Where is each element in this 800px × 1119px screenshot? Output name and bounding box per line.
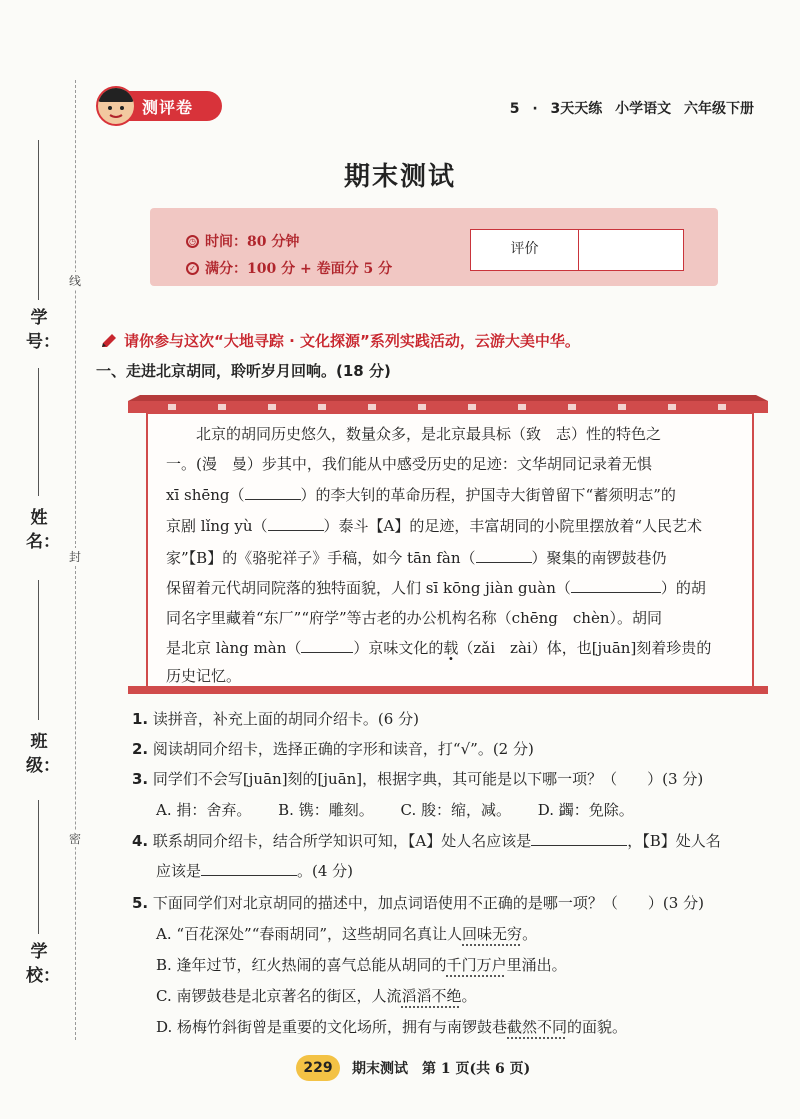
badge-label: 测评卷 [142, 98, 194, 117]
intro-text: 请你参与这次“大地寻踪 · 文化探源”系列实践活动，云游大美中华。 [124, 332, 580, 350]
question-2: 2. 阅读胡同介绍卡，选择正确的字形和读音，打“√”。(2 分) [132, 740, 534, 758]
evaluation-label: 评价 [471, 230, 579, 270]
score-text: 满分：100 分 + 卷面分 5 分 [205, 261, 393, 277]
name-line[interactable] [38, 368, 39, 496]
question-5: 5. 下面同学们对北京胡同的描述中，加点词语使用不正确的是哪一项？（ ）(3 分) [132, 894, 704, 912]
card-line-4: 京剧 lǐng yù（ ）泰斗【A】的足迹，丰富胡同的小院里摆放着“人民艺术 [166, 517, 703, 535]
question-4: 4. 联系胡同介绍卡，结合所学知识可知，【A】处人名应该是 ，【B】处人名 [132, 832, 721, 850]
binding-char-mi: 密 [66, 830, 84, 847]
question-5-option-a[interactable]: A. “百花深处”“春雨胡同”，这些胡同名真让人回味无穷。 [156, 925, 538, 943]
card-line-8: 是北京 làng màn（ ）京味文化的载（zǎi zài）体，也[juān]刻着珍贵的 [166, 639, 712, 657]
option-c[interactable]: C. 朘：缩，减。 [400, 801, 511, 819]
score-row [186, 258, 392, 278]
blank-sikongjianguan[interactable] [571, 592, 661, 593]
question-1: 1. 读拼音，补充上面的胡同介绍卡。(6 分) [132, 710, 419, 728]
evaluation-box [470, 229, 684, 271]
student-id-label: 学号： [26, 308, 60, 352]
option-a[interactable]: A. 捐：舍弃。 [156, 801, 252, 819]
binding-char-feng: 封 [66, 548, 84, 565]
card-line-2: 一。(漫 曼）步其中，我们能从中感受历史的足迹：文华胡同记录着无惧 [166, 455, 652, 473]
question-4-cont: 应该是 。(4 分) [156, 862, 354, 880]
binding-char-xian: 线 [66, 272, 84, 289]
question-3: 3. 同学们不会写[juān]刻的[juān]，根据字典，其可能是以下哪一项？（ ）(3 分) [132, 770, 704, 788]
blank-b-name[interactable] [201, 875, 297, 876]
school-label: 学校： [26, 942, 60, 986]
blank-lingyu[interactable] [268, 530, 324, 531]
page-title: 期末测试 [343, 162, 456, 192]
student-face-icon [96, 86, 136, 126]
class-label: 班级： [26, 732, 60, 776]
blank-tanfan[interactable] [476, 562, 532, 563]
question-5-option-d[interactable]: D. 杨梅竹斜街曾是重要的文化场所，拥有与南锣鼓巷截然不同的面貌。 [156, 1018, 628, 1036]
option-b[interactable]: B. 镌：雕刻。 [278, 801, 374, 819]
question-5-option-b[interactable]: B. 逢年过节，红火热闹的喜气总能从胡同的千门万户里涌出。 [156, 956, 567, 974]
evaluation-field[interactable] [579, 230, 683, 270]
series-label: 5 · 3天天练 小学语文 六年级下册 [509, 101, 754, 117]
page-footer [296, 1055, 530, 1081]
name-label: 姓名： [26, 508, 60, 552]
question-3-options [156, 800, 634, 820]
intro-line [100, 330, 580, 351]
class-line[interactable] [38, 580, 39, 720]
pencil-icon [100, 333, 118, 349]
card-line-9: 历史记忆。 [166, 667, 242, 685]
card-line-3: xī shēng（ ）的李大钊的革命历程，护国寺大街曾留下“蓄须明志”的 [166, 486, 676, 504]
test-badge [96, 86, 226, 126]
school-line[interactable] [38, 800, 39, 934]
card-line-7: 同名字里藏着“东厂”“府学”等古老的办公机构名称（chēng chèn）。胡同 [166, 609, 662, 627]
blank-langman[interactable] [301, 652, 353, 653]
blank-a-name[interactable] [531, 845, 627, 846]
question-5-option-c[interactable]: C. 南锣鼓巷是北京著名的街区，人流滔滔不绝。 [156, 987, 477, 1005]
card-line-5: 家”【B】的《骆驼祥子》手稿，如今 tān fàn（ ）聚集的南锣鼓巷仍 [166, 549, 667, 567]
footer-label: 期末测试 第 1 页(共 6 页) [352, 1061, 531, 1077]
clock-icon: ◷ [186, 235, 199, 248]
card-line-1: 北京的胡同历史悠久，数量众多，是北京最具标（致 志）性的特色之 [196, 425, 662, 443]
card-line-6: 保留着元代胡同院落的独特面貌，人们 sī kōng jiàn guàn（ ）的胡 [166, 579, 706, 597]
blank-xisheng[interactable] [245, 499, 301, 500]
card-roof [128, 395, 768, 413]
page-number: 229 [296, 1055, 340, 1081]
section-heading: 一、走进北京胡同，聆听岁月回响。(18 分) [96, 362, 391, 380]
time-text: 时间：80 分钟 [205, 234, 300, 250]
time-row [186, 231, 299, 251]
option-d[interactable]: D. 蠲：免除。 [537, 801, 634, 819]
card-base [128, 686, 768, 694]
check-circle-icon: ✓ [186, 262, 199, 275]
